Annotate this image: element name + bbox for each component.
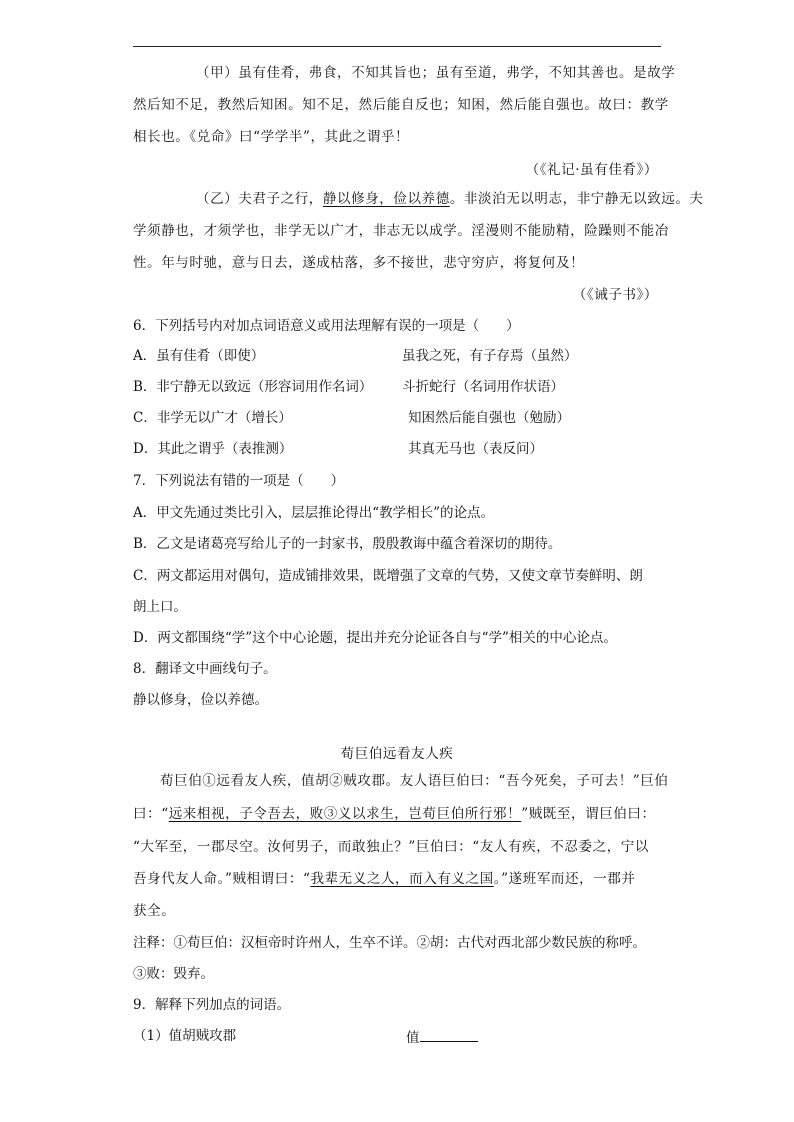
- passage-b-underlined-sentence: 静以修身，俭以养德: [322, 191, 450, 207]
- passage-c-line-4-start: 吾身代友人命。”贼相谓曰：“: [133, 871, 311, 887]
- passage-b-line-1-start: （乙）夫君子之行，: [196, 191, 323, 207]
- passage-c-line-5: 获全。: [133, 903, 176, 919]
- q8-sentence: 静以修身，俭以养德。: [133, 692, 268, 708]
- passage-b-source: （《诫子书》）: [572, 287, 658, 303]
- q9-item-1-blank[interactable]: [420, 1027, 478, 1042]
- q8-stem: 8．翻译文中画线句子。: [133, 661, 277, 677]
- q9-item-1: （1）值胡贼攻郡: [133, 1028, 237, 1044]
- q9-item-1-answer: [406, 1027, 478, 1047]
- passage-c-line-2-start: 曰：“: [133, 806, 169, 822]
- q6-option-a-compare: 虽我之死，有子存焉（虽然）: [402, 348, 578, 364]
- passage-c-line-1: 荀巨伯①远看友人疾，值胡②贼攻郡。友人语巨伯曰：“吾今死矣，子可去！”巨伯: [160, 773, 669, 789]
- q6-option-d: D．其此之谓乎（表推测）: [133, 441, 293, 457]
- q6-option-a: A．虽有佳肴（即使）: [133, 348, 265, 364]
- passage-c-note-2: ③败：毁弃。: [133, 966, 214, 982]
- passage-b-line-1: [196, 190, 704, 208]
- passage-c-underlined-sentence-1: 远来相视，子令吾去，败③义以求生，岂荀巨伯所行邪！: [168, 806, 522, 822]
- q7-option-c-cont: 朗上口。: [133, 599, 187, 615]
- q9-stem: 9．解释下列加点的词语。: [133, 997, 291, 1013]
- passage-c-underlined-sentence-2: 我辈无义之人，而入有义之国: [310, 871, 494, 887]
- q7-option-c: C．两文都运用对偶句，造成铺排效果，既增强了文章的气势，又使文章节奏鲜明、朗: [133, 568, 643, 584]
- passage-b-line-1-end: 。非淡泊无以明志，非宁静无以致远。夫: [449, 191, 704, 207]
- q6-option-c-compare: 知困然后能自强也（勉励）: [408, 410, 570, 426]
- passage-c-line-2-end: ”贼既至，谓巨伯曰：: [521, 806, 656, 822]
- q7-option-a: A．甲文先通过类比引入，层层推论得出“教学相长”的论点。: [133, 505, 495, 521]
- passage-c-line-4: [133, 870, 636, 888]
- q7-option-b: B．乙文是诸葛亮写给儿子的一封家书，殷殷教诲中蕴含着深切的期待。: [133, 536, 562, 552]
- q9-item-1-word: 值: [406, 1030, 420, 1046]
- passage-c-line-2: [133, 805, 656, 823]
- passage-c-line-3: “大军至，一郡尽空。汝何男子，而敢独止？”巨伯曰：“友人有疾，不忍委之，宁以: [133, 839, 650, 855]
- passage-a-line-2: 然后知不足，教然后知困。知不足，然后能自反也；知困，然后能自强也。故曰：教学: [133, 97, 669, 113]
- header-rule: [133, 46, 661, 47]
- q6-option-b: B．非宁静无以致远（形容词用作名词）: [133, 379, 373, 395]
- q6-option-d-compare: 其真无马也（表反问）: [408, 441, 543, 457]
- q6-option-b-compare: 斗折蛇行（名词用作状语）: [402, 379, 564, 395]
- passage-a-source: （《礼记·虽有佳肴》）: [525, 162, 658, 178]
- q6-stem: 6．下列括号内对加点词语意义或用法理解有误的一项是（ ）: [133, 318, 520, 334]
- q7-option-d: D．两文都围绕“学”这个中心论题，提出并充分论证各自与“学”相关的中心论点。: [133, 630, 617, 646]
- q7-stem: 7．下列说法有错的一项是（ ）: [133, 473, 345, 489]
- q6-option-c: C．非学无以广才（增长）: [133, 410, 292, 426]
- passage-c-title: 荀巨伯远看友人疾: [340, 746, 454, 762]
- passage-a-line-1: （甲）虽有佳肴，弗食，不知其旨也；虽有至道，弗学，不知其善也。是故学: [196, 65, 676, 81]
- passage-b-line-2: 学须静也，才须学也，非学无以广才，非志无以成学。淫漫则不能励精，险躁则不能冶: [133, 223, 669, 239]
- passage-a-line-3: 相长也。《兑命》曰“学学半”，其此之谓乎！: [133, 129, 410, 145]
- passage-c-note-1: 注释：①荀巨伯：汉桓帝时许州人，生卒不详。②胡：古代对西北部少数民族的称呼。: [133, 935, 646, 951]
- passage-b-line-3: 性。年与时驰，意与日去，遂成枯落，多不接世，悲守穷庐，将复何及！: [133, 255, 585, 271]
- passage-c-line-4-end: 。”遂班军而还，一郡并: [493, 871, 636, 887]
